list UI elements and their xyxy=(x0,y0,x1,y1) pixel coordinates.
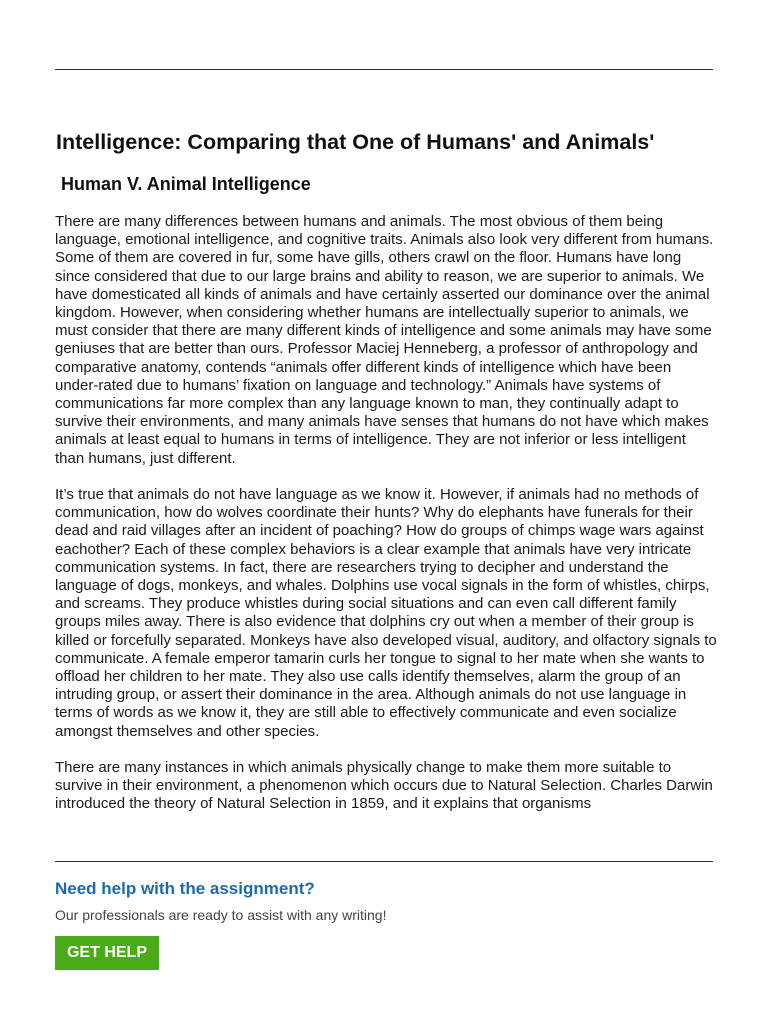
body-paragraph: There are many differences between humans and animals. The most obvious of them being language, emotional intelligence, and cognitive traits. Animals also look very different from humans. Some of them are covered in fur, some have gills, others crawl on the floor. Humans have long since considered that due to our large brains and ability to reason, we are superior to animals. We have domesticated all kinds of animals and have certainly asserted our dominance over the animal kingdom. However, when considering whether humans are intellectually superior to animals, we must consider that there are many different kinds of intelligence and some animals may have some geniuses that are better than ours. Professor Maciej Henneberg, a professor of anthropology and comparative anatomy, contends “animals offer different kinds of intelligence which have been under-rated due to humans’ fixation on language and technology.” Animals have systems of communications far more complex than any language known to man, they continually adapt to survive their environments, and many animals have senses that humans do not have which makes animals at least equal to humans in terms of intelligence. They are not inferior or less intelligent than humans, just different. xyxy=(55,213,714,467)
bottom-divider xyxy=(55,861,713,862)
help-heading: Need help with the assignment? xyxy=(55,879,315,898)
top-divider xyxy=(55,69,713,70)
document-subtitle: Human V. Animal Intelligence xyxy=(61,174,311,194)
body-paragraph: It’s true that animals do not have language as we know it. However, if animals had no methods of communication, how do wolves coordinate their hunts? Why do elephants have funerals for their dead and raid villages after an incident of poaching? How do groups of chimps wage wars against eachother? Each of these complex behaviors is a clear example that animals have very intricate communication systems. In fact, there are researchers trying to decipher and understand the language of dogs, monkeys, and whales. Dolphins use vocal signals in the form of whistles, chirps, and screams. They produce whistles during social situations and can even call different family groups miles away. There is also evidence that dolphins cry out when a member of their group is killed or forcefully separated. Monkeys have also developed visual, auditory, and olfactory signals to communicate. A female emperor tamarin curls her tongue to signal to her mate when she wants to offload her children to her mate. They also use calls identify themselves, alarm the group of an intruding group, or assert their dominance in the area. Although animals do not use language in terms of words as we know it, they are still able to effectively communicate and even socialize amongst themselves and other species. xyxy=(55,486,717,740)
body-paragraph: There are many instances in which animals physically change to make them more suitable to survive in their environment, a phenomenon which occurs due to Natural Selection. Charles Darwin introduced the theory of Natural Selection in 1859, and it explains that organisms xyxy=(55,759,713,813)
help-subtext: Our professionals are ready to assist with any writing! xyxy=(55,907,387,923)
get-help-button[interactable]: GET HELP xyxy=(55,936,159,970)
document-body xyxy=(55,213,717,832)
document-title: Intelligence: Comparing that One of Humans' and Animals' xyxy=(56,130,655,154)
